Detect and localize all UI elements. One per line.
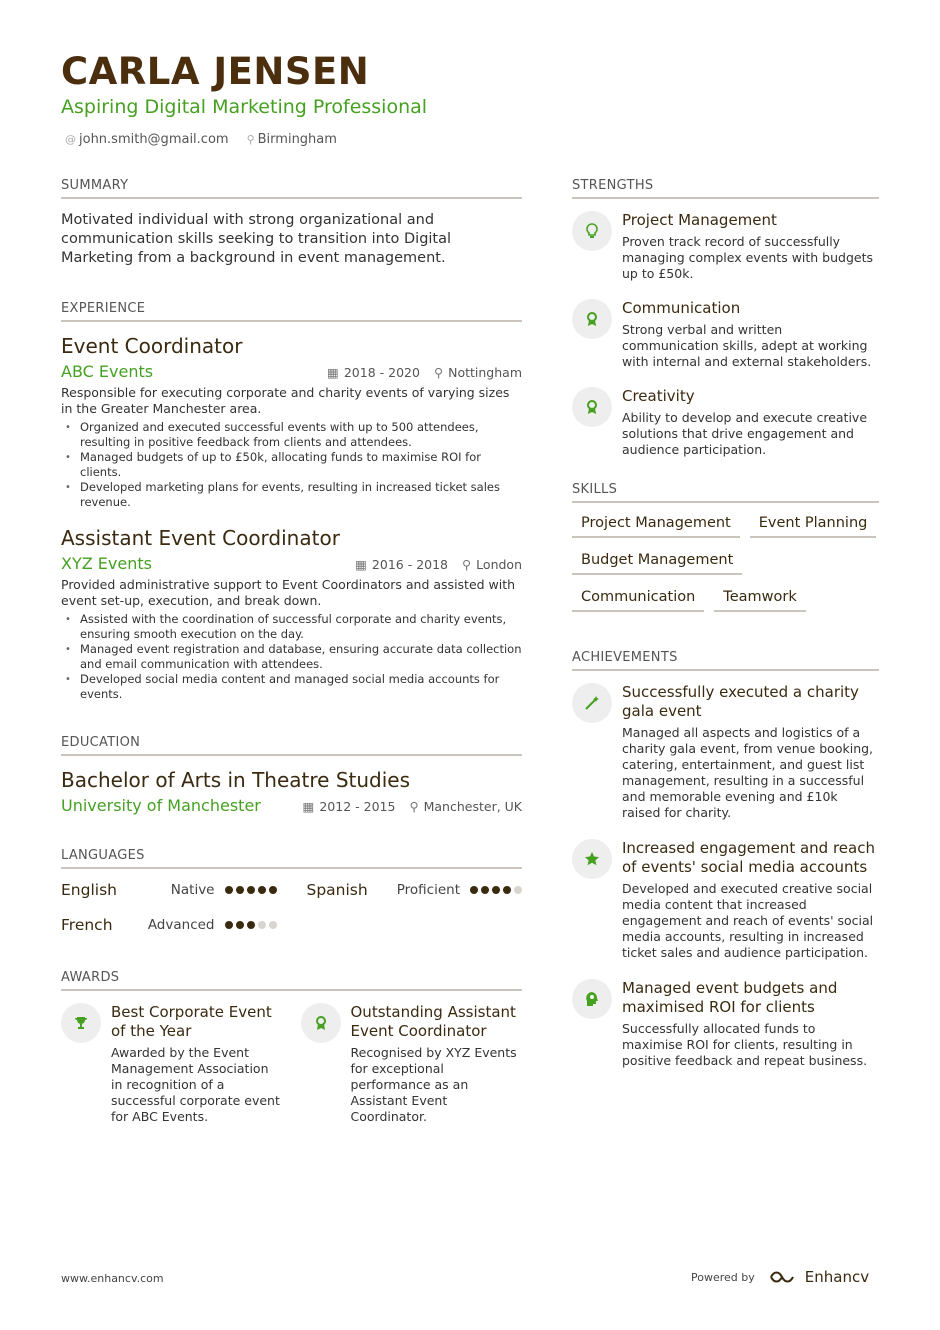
rating-dot xyxy=(269,921,277,929)
list-item: • Managed event registration and database, ensuring accurate data collection and email communication with attendees. xyxy=(61,642,522,672)
language-name: English xyxy=(61,881,117,899)
achievement-desc: Managed all aspects and logistics of a charity gala event, from venue booking, catering, entertainment, and guest list management, resulting in a successful and memorable evening and £10k raised for charity. xyxy=(622,725,874,820)
strength-title: Project Management xyxy=(622,211,777,229)
medal-icon xyxy=(572,299,612,339)
award-desc: Recognised by XYZ Events for exceptional performance as an Assistant Event Coordinator. xyxy=(350,1045,517,1124)
rating-dot xyxy=(481,886,489,894)
candidate-headline: Aspiring Digital Marketing Professional xyxy=(61,96,428,118)
rating-dot xyxy=(258,886,266,894)
education-dates-text: 2012 - 2015 xyxy=(319,799,396,814)
job-dates xyxy=(327,365,420,380)
job-dates xyxy=(355,557,448,572)
at-icon: @ xyxy=(65,133,76,146)
language-item xyxy=(61,916,277,934)
skill-tag: Event Planning xyxy=(750,515,877,538)
achievement-body xyxy=(622,683,879,821)
medal-icon xyxy=(572,387,612,427)
job-row xyxy=(61,554,522,573)
calendar-icon: ▦ xyxy=(327,365,339,380)
email-item[interactable] xyxy=(65,132,229,147)
award-body xyxy=(111,1003,283,1125)
job-description: Responsible for executing corporate and charity events of varying sizes in the Greater Manchester area. xyxy=(61,385,510,416)
awards-heading: AWARDS xyxy=(61,970,522,991)
languages-heading: LANGUAGES xyxy=(61,848,522,869)
school-name: University of Manchester xyxy=(61,796,261,815)
rating-dot xyxy=(492,886,500,894)
skill-tag: Teamwork xyxy=(714,589,805,612)
skill-tag: Project Management xyxy=(572,515,740,538)
education-location-text: Manchester, UK xyxy=(423,799,522,814)
calendar-icon: ▦ xyxy=(302,799,315,814)
location-text: Birmingham xyxy=(257,132,337,147)
location-item xyxy=(247,132,337,147)
strength-desc: Ability to develop and execute creative solutions that drive engagement and audience participation. xyxy=(622,410,868,457)
footer-powered xyxy=(691,1268,869,1286)
strength-desc: Proven track record of successfully managing complex events with budgets up to £50k. xyxy=(622,234,874,281)
location-pin-icon: ⚲ xyxy=(409,799,419,814)
strengths-heading: STRENGTHS xyxy=(572,178,879,199)
job-row xyxy=(61,362,522,381)
achievement-body xyxy=(622,979,879,1069)
achievement-body xyxy=(622,839,879,961)
education-meta xyxy=(303,799,522,814)
email-text: john.smith@gmail.com xyxy=(79,132,229,147)
candidate-name: CARLA JENSEN xyxy=(61,50,370,93)
strength-body xyxy=(622,387,879,458)
degree-title: Bachelor of Arts in Theatre Studies xyxy=(61,768,411,792)
skill-tag: Budget Management xyxy=(572,552,742,575)
language-rating xyxy=(225,886,277,894)
rating-dot xyxy=(236,886,244,894)
location-pin-icon: ⚲ xyxy=(462,557,472,572)
head-idea-icon xyxy=(572,979,612,1019)
language-item xyxy=(61,881,277,899)
list-item: • Developed social media content and managed social media accounts for events. xyxy=(61,672,522,702)
job-meta xyxy=(327,365,522,380)
strength-title: Communication xyxy=(622,299,741,317)
job-entry xyxy=(61,526,522,702)
strength-body xyxy=(622,299,879,370)
trophy-icon xyxy=(61,1003,101,1043)
language-rating xyxy=(225,921,277,929)
strength-item xyxy=(572,211,879,282)
education-dates xyxy=(303,799,396,814)
star-icon xyxy=(572,839,612,879)
language-name: French xyxy=(61,916,113,934)
achievement-title: Successfully executed a charity gala event xyxy=(622,683,859,720)
job-title: Event Coordinator xyxy=(61,334,243,358)
rating-dot xyxy=(514,886,522,894)
award-item xyxy=(61,1003,283,1125)
language-level: Native xyxy=(170,882,215,898)
brand-name: Enhancv xyxy=(804,1268,870,1286)
list-item: • Managed budgets of up to £50k, allocating funds to maximise ROI for clients. xyxy=(61,450,522,480)
magic-wand-icon xyxy=(572,683,612,723)
skills-list xyxy=(572,515,879,612)
job-location-text: London xyxy=(476,557,522,572)
education-entry xyxy=(61,768,522,815)
achievement-title: Increased engagement and reach of events' social media accounts xyxy=(622,839,875,876)
summary-text: Motivated individual with strong organizational and communication skills seeking to transition into Digital Marketing from a background in event management. xyxy=(61,212,452,266)
achievement-desc: Successfully allocated funds to maximise ROI for clients, resulting in positive feedback and repeat business. xyxy=(622,1021,868,1068)
language-level: Advanced xyxy=(147,917,215,933)
job-description: Provided administrative support to Event Coordinators and assisted with event set-up, execution, and break down. xyxy=(61,577,516,608)
summary-heading: SUMMARY xyxy=(61,178,522,199)
achievement-item xyxy=(572,683,879,821)
language-level: Proficient xyxy=(396,882,460,898)
rating-dot xyxy=(225,886,233,894)
award-title: Outstanding Assistant Event Coordinator xyxy=(350,1003,516,1040)
rating-dot xyxy=(470,886,478,894)
education-location xyxy=(409,799,522,814)
rating-dot xyxy=(225,921,233,929)
calendar-icon: ▦ xyxy=(355,557,367,572)
job-bullets xyxy=(61,420,522,510)
language-rating xyxy=(470,886,522,894)
rating-dot xyxy=(258,921,266,929)
award-body xyxy=(351,1003,523,1125)
strength-item xyxy=(572,299,879,370)
medal-icon xyxy=(301,1003,341,1043)
company-name: ABC Events xyxy=(61,362,154,381)
achievements-heading: ACHIEVEMENTS xyxy=(572,650,879,671)
footer-website[interactable]: www.enhancv.com xyxy=(61,1272,164,1285)
rating-dot xyxy=(269,886,277,894)
award-item xyxy=(301,1003,523,1125)
job-bullets xyxy=(61,612,522,702)
job-meta xyxy=(355,557,522,572)
list-item: • Developed marketing plans for events, resulting in increased ticket sales revenue. xyxy=(61,480,522,510)
achievement-item xyxy=(572,839,879,961)
list-item: • Organized and executed successful events with up to 500 attendees, resulting in positive feedback from clients and attendees. xyxy=(61,420,522,450)
achievements-list xyxy=(572,683,879,1069)
achievement-desc: Developed and executed creative social media content that increased engagement and reach of events' social media accounts, resulting in increased ticket sales and audience participation. xyxy=(622,881,874,960)
location-pin-icon: ⚲ xyxy=(433,365,444,380)
job-title: Assistant Event Coordinator xyxy=(61,526,340,550)
achievement-title: Managed event budgets and maximised ROI for clients xyxy=(622,979,838,1016)
job-location-text: Nottingham xyxy=(448,365,522,380)
lightbulb-icon xyxy=(572,211,612,251)
strength-title: Creativity xyxy=(622,387,695,405)
job-dates-text: 2016 - 2018 xyxy=(371,557,449,572)
experience-heading: EXPERIENCE xyxy=(61,301,522,322)
award-title: Best Corporate Event of the Year xyxy=(111,1003,272,1040)
skills-heading: SKILLS xyxy=(572,482,879,503)
brand-logo[interactable] xyxy=(769,1268,869,1286)
job-dates-text: 2018 - 2020 xyxy=(343,365,420,380)
list-item: • Assisted with the coordination of successful corporate and charity events, ensuring smooth execution on the day. xyxy=(61,612,522,642)
language-name: Spanish xyxy=(306,881,368,899)
language-item xyxy=(307,881,523,899)
award-desc: Awarded by the Event Management Association in recognition of a successful corporate event for ABC Events. xyxy=(111,1045,280,1124)
rating-dot xyxy=(247,921,255,929)
rating-dot xyxy=(247,886,255,894)
job-location xyxy=(462,557,522,572)
enhancv-logo-icon xyxy=(769,1270,799,1284)
strength-desc: Strong verbal and written communication skills, adept at working with internal and external stakeholders. xyxy=(622,322,872,369)
strength-item xyxy=(572,387,879,458)
strength-body xyxy=(622,211,879,282)
awards-list xyxy=(61,1003,522,1125)
rating-dot xyxy=(503,886,511,894)
job-entry xyxy=(61,334,522,510)
left-column xyxy=(61,178,522,1125)
company-name: XYZ Events xyxy=(61,554,152,573)
location-pin-icon: ⚲ xyxy=(246,133,255,146)
right-column xyxy=(572,178,879,1086)
achievement-item xyxy=(572,979,879,1069)
job-location xyxy=(434,365,522,380)
education-heading: EDUCATION xyxy=(61,735,522,756)
contact-info xyxy=(65,132,337,147)
education-row xyxy=(61,796,522,815)
languages-list xyxy=(61,881,522,934)
powered-by-text: Powered by xyxy=(691,1270,755,1284)
strengths-list xyxy=(572,211,879,458)
skill-tag: Communication xyxy=(572,589,704,612)
rating-dot xyxy=(236,921,244,929)
